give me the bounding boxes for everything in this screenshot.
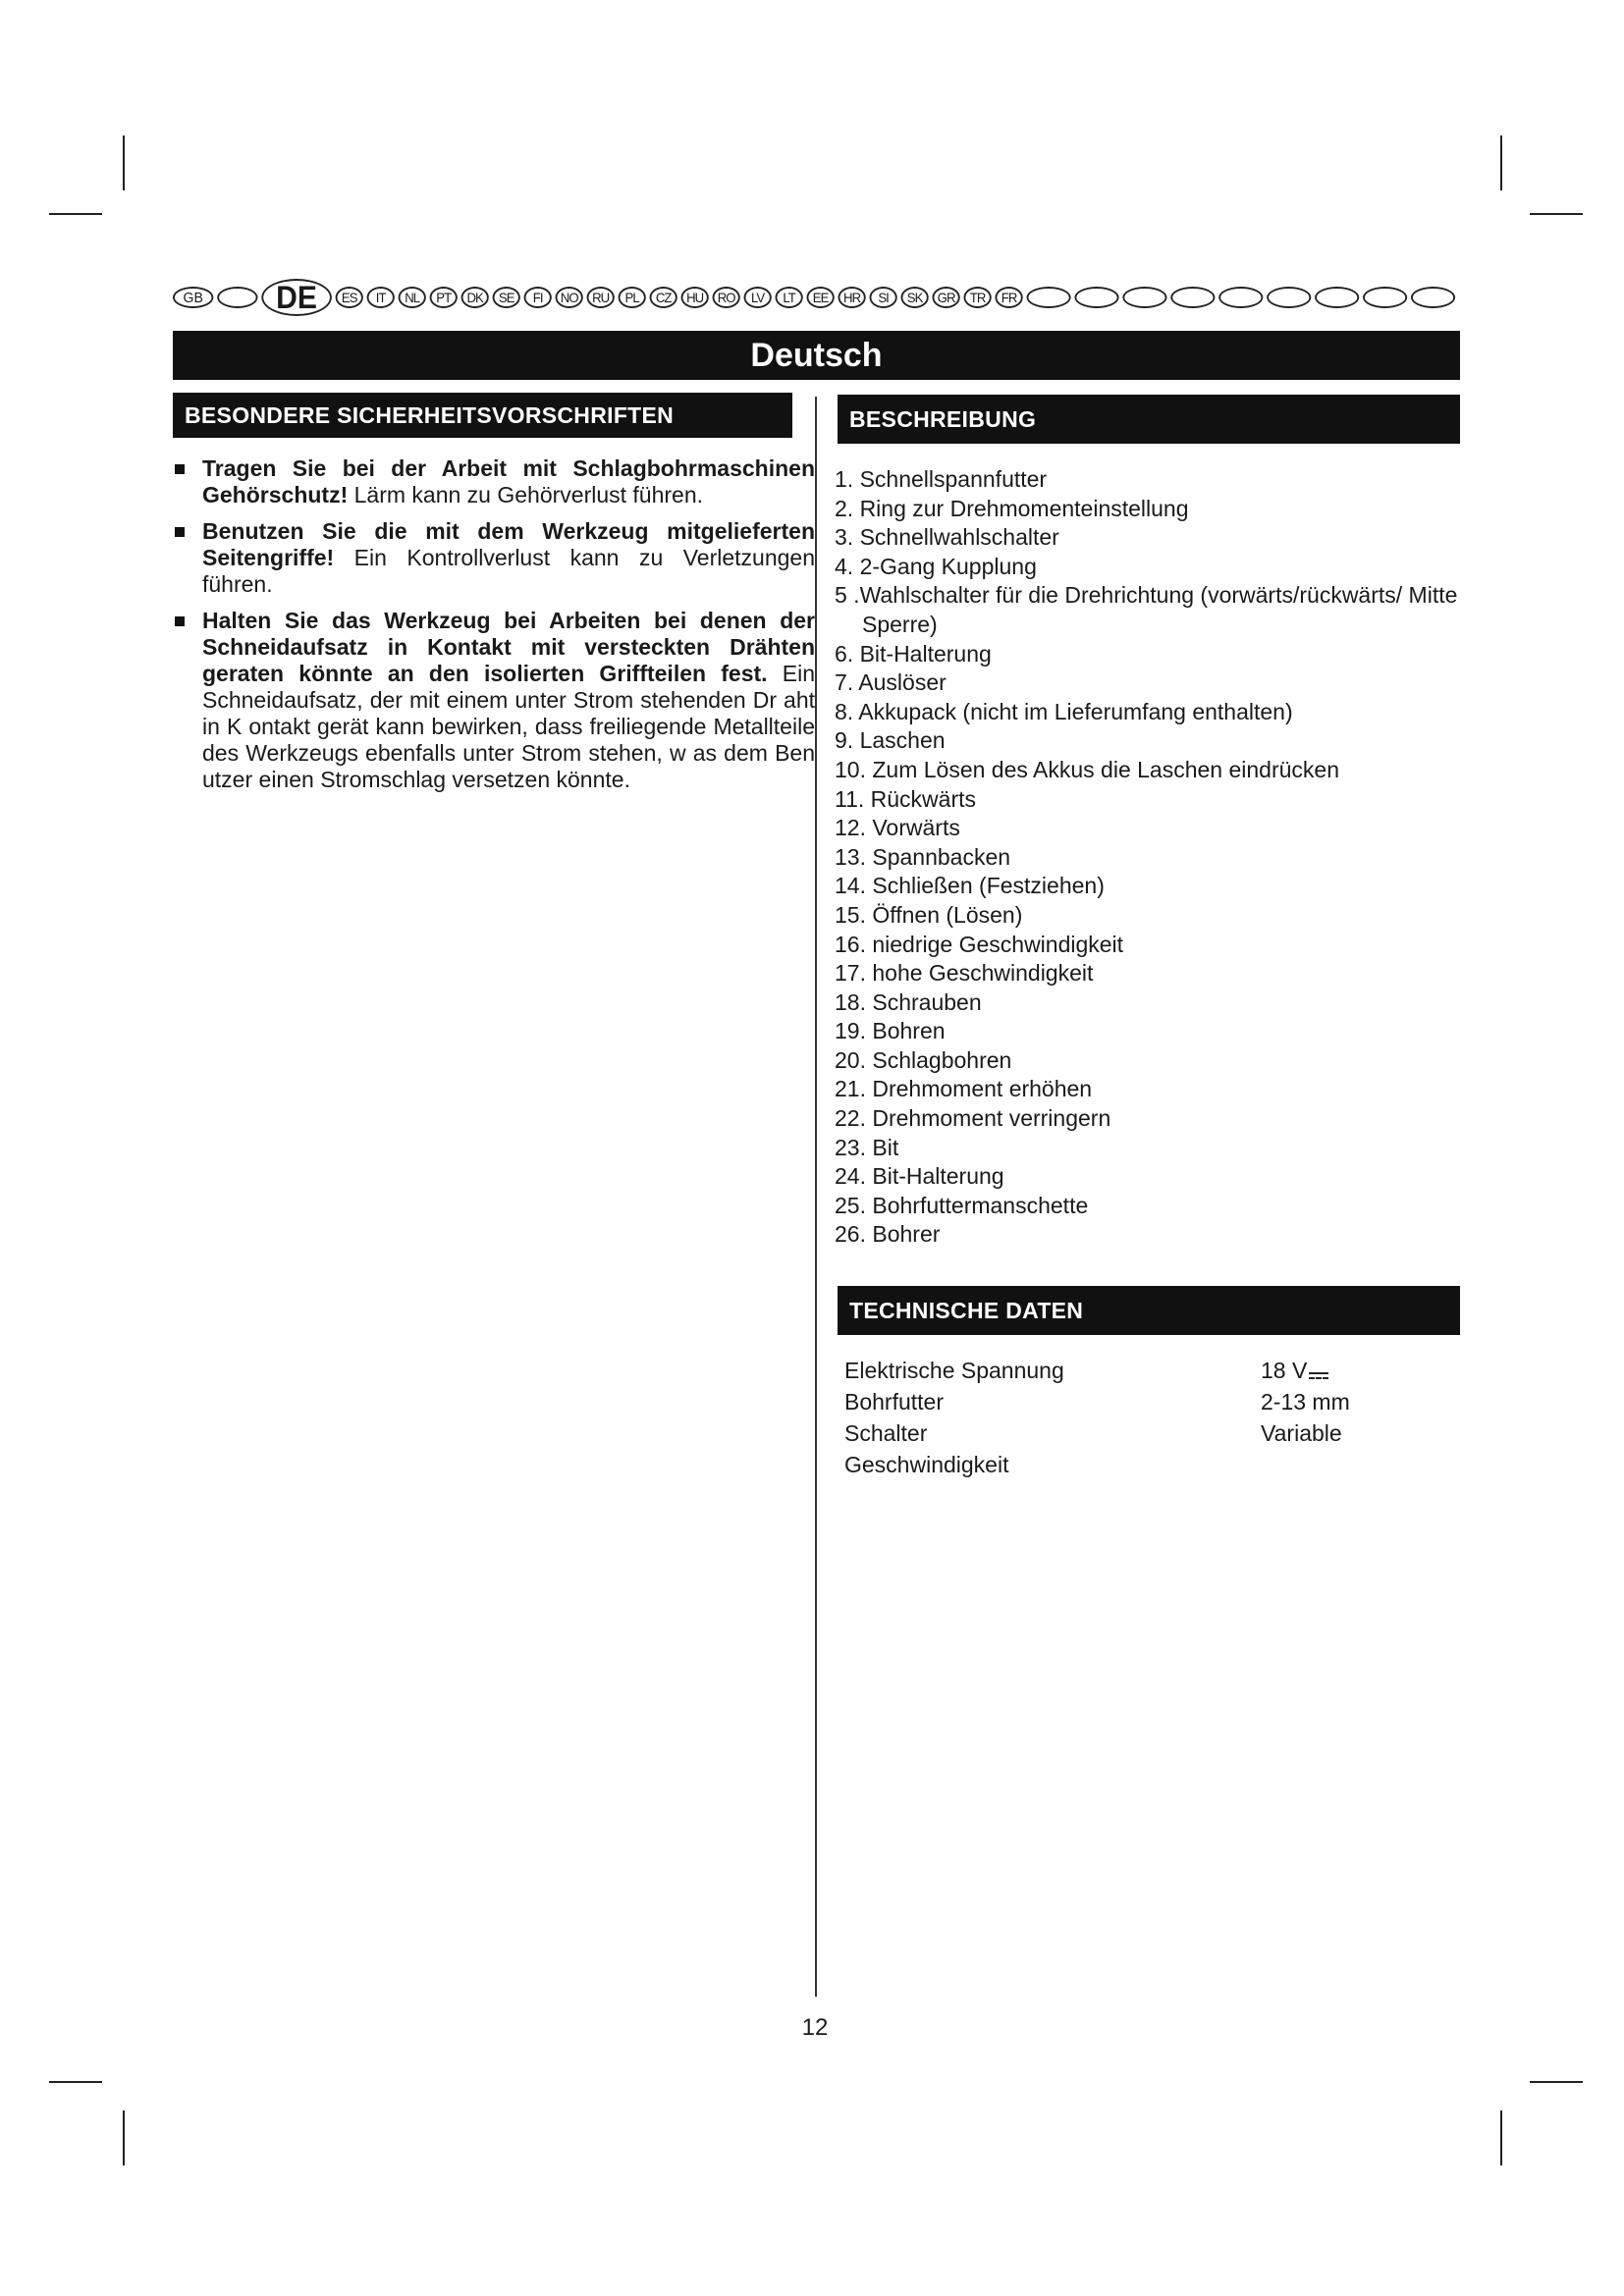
- bullet-square-icon: [175, 464, 185, 474]
- language-pill-blank[interactable]: [1363, 287, 1407, 308]
- language-pill-hu[interactable]: HU: [681, 287, 709, 308]
- parts-list: [835, 465, 1463, 1250]
- table-row: [844, 1449, 1463, 1480]
- column-divider: [815, 397, 817, 1997]
- language-pill-blank[interactable]: [217, 287, 257, 308]
- language-pill-nl[interactable]: NL: [399, 287, 426, 308]
- list-item: 17. hohe Geschwindigkeit: [835, 960, 1094, 987]
- warning-text: Lärm kann zu Gehörverlust führen.: [348, 482, 704, 507]
- language-pill-pt[interactable]: PT: [430, 287, 458, 308]
- language-pill-fr[interactable]: FR: [995, 287, 1022, 308]
- safety-heading: BESONDERE SICHERHEITSVORSCHRIFTEN: [173, 393, 792, 438]
- safety-warnings: [173, 455, 815, 803]
- spec-value: [1261, 1386, 1463, 1417]
- language-pill-tr[interactable]: TR: [963, 287, 991, 308]
- crop-mark: [1500, 2110, 1502, 2165]
- specs-table: [844, 1355, 1463, 1480]
- warning-bold: Benutzen Sie die mit dem Werkzeug mitgelieferten Seitengriffe!: [202, 518, 815, 570]
- spec-label: Schalter: [844, 1420, 928, 1446]
- list-item: 12. Vorwärts: [835, 815, 960, 841]
- spec-value: [1261, 1449, 1463, 1480]
- list-item: 8. Akkupack (nicht im Lieferumfang enthalten): [835, 698, 1293, 724]
- spec-value: [1261, 1355, 1463, 1386]
- warning-bold: Tragen Sie bei der Arbeit mit Schlagbohrmaschinen Gehörschutz!: [202, 455, 815, 507]
- list-item: 25. Bohrfuttermanschette: [835, 1192, 1089, 1218]
- safety-warning: [173, 518, 815, 598]
- spec-value: [1261, 1417, 1463, 1449]
- language-pill-lt[interactable]: LT: [776, 287, 803, 308]
- crop-mark: [1500, 135, 1502, 190]
- language-pill-es[interactable]: ES: [336, 287, 363, 308]
- crop-mark: [49, 2081, 102, 2083]
- crop-mark: [49, 213, 102, 215]
- list-item: 22. Drehmoment verringern: [835, 1105, 1111, 1132]
- safety-warning: [173, 455, 815, 508]
- table-row: [844, 1386, 1463, 1417]
- list-item: 7. Auslöser: [835, 669, 947, 696]
- language-pill-it[interactable]: IT: [367, 287, 395, 308]
- list-item: 21. Drehmoment erhöhen: [835, 1076, 1093, 1102]
- list-item: 20. Schlagbohren: [835, 1046, 1012, 1073]
- language-pill-blank[interactable]: [1315, 287, 1359, 308]
- spec-value-text: Variable: [1261, 1420, 1342, 1446]
- language-pill-lv[interactable]: LV: [744, 287, 772, 308]
- list-item: 2. Ring zur Drehmomenteinstellung: [835, 495, 1189, 521]
- language-pill-ee[interactable]: EE: [807, 287, 835, 308]
- spec-label: Elektrische Spannung: [844, 1358, 1064, 1383]
- language-pill-cz[interactable]: CZ: [650, 287, 677, 308]
- list-item: 4. 2-Gang Kupplung: [835, 553, 1037, 579]
- language-pill-gr[interactable]: GR: [933, 287, 960, 308]
- language-pill-blank[interactable]: [1026, 287, 1070, 308]
- language-pill-no[interactable]: NO: [556, 287, 583, 308]
- list-item: 26. Bohrer: [835, 1221, 941, 1248]
- bullet-square-icon: [175, 527, 185, 537]
- language-pill-ru[interactable]: RU: [587, 287, 615, 308]
- safety-warning: [173, 608, 815, 793]
- list-item: 9. Laschen: [835, 727, 946, 754]
- language-pill-blank[interactable]: [1218, 287, 1263, 308]
- warning-text: Ein Kontrollverlust kann zu Verletzungen führen.: [202, 545, 815, 597]
- language-pill-fi[interactable]: FI: [524, 287, 552, 308]
- language-pill-sk[interactable]: SK: [901, 287, 929, 308]
- list-item: 23. Bit: [835, 1134, 899, 1160]
- language-pill-hr[interactable]: HR: [839, 287, 866, 308]
- list-item: 1. Schnellspannfutter: [835, 466, 1048, 492]
- language-pill-de[interactable]: DE: [261, 279, 332, 316]
- list-item: 14. Schließen (Festziehen): [835, 873, 1105, 899]
- spec-value-text: 2-13 mm: [1261, 1389, 1350, 1415]
- list-item: 19. Bohren: [835, 1018, 946, 1044]
- list-item: 15. Öffnen (Lösen): [835, 901, 1023, 928]
- spec-label: Bohrfutter: [844, 1389, 944, 1415]
- list-item: 5 .Wahlschalter für die Drehrichtung (vorwärts/rückwärts/ Mitte Sperre): [835, 582, 1458, 637]
- table-row: [844, 1417, 1463, 1449]
- language-pill-blank[interactable]: [1074, 287, 1118, 308]
- spec-value-text: 18 V: [1261, 1358, 1308, 1383]
- language-pill-dk[interactable]: DK: [461, 287, 489, 308]
- page-number: 12: [801, 2014, 829, 2041]
- page-title: Deutsch: [173, 331, 1460, 380]
- list-item: 18. Schrauben: [835, 988, 982, 1015]
- language-selector: [173, 279, 1383, 318]
- language-pill-blank[interactable]: [1411, 287, 1455, 308]
- crop-mark: [1530, 213, 1583, 215]
- spec-label: Geschwindigkeit: [844, 1452, 1009, 1477]
- description-heading: BESCHREIBUNG: [838, 395, 1460, 444]
- language-pill-gb[interactable]: GB: [173, 287, 213, 308]
- warning-text: Ein Schneidaufsatz, der mit einem unter Strom stehenden Dr aht in K ontakt gerät kann bewirken, dass freiliegende Metallteile des Werkzeugs ebenfalls unter Strom stehen, w as dem Ben utzer einen Stromschlag versetzen könnte.: [202, 661, 815, 792]
- list-item: 10. Zum Lösen des Akkus die Laschen eindrücken: [835, 756, 1339, 782]
- bullet-square-icon: [175, 616, 185, 626]
- list-item: 3. Schnellwahlschalter: [835, 524, 1059, 551]
- language-pill-ro[interactable]: RO: [713, 287, 740, 308]
- crop-mark: [123, 2110, 125, 2165]
- language-pill-se[interactable]: SE: [493, 287, 520, 308]
- dc-symbol-icon: [1309, 1370, 1328, 1380]
- language-pill-si[interactable]: SI: [870, 287, 897, 308]
- warning-bold: Halten Sie das Werkzeug bei Arbeiten bei denen der Schneidaufsatz in Kontakt mit versteckten Drähten geraten könnte an den isolierten Griffteilen fest.: [202, 608, 815, 686]
- language-pill-blank[interactable]: [1170, 287, 1215, 308]
- language-pill-blank[interactable]: [1267, 287, 1311, 308]
- list-item: 13. Spannbacken: [835, 843, 1011, 870]
- list-item: 11. Rückwärts: [835, 785, 977, 812]
- crop-mark: [123, 135, 125, 190]
- list-item: 6. Bit-Halterung: [835, 640, 992, 667]
- specs-heading: TECHNISCHE DATEN: [838, 1286, 1460, 1335]
- table-row: [844, 1355, 1463, 1386]
- list-item: 16. niedrige Geschwindigkeit: [835, 931, 1124, 957]
- crop-mark: [1530, 2081, 1583, 2083]
- list-item: 24. Bit-Halterung: [835, 1163, 1004, 1190]
- language-pill-pl[interactable]: PL: [619, 287, 646, 308]
- language-pill-blank[interactable]: [1122, 287, 1166, 308]
